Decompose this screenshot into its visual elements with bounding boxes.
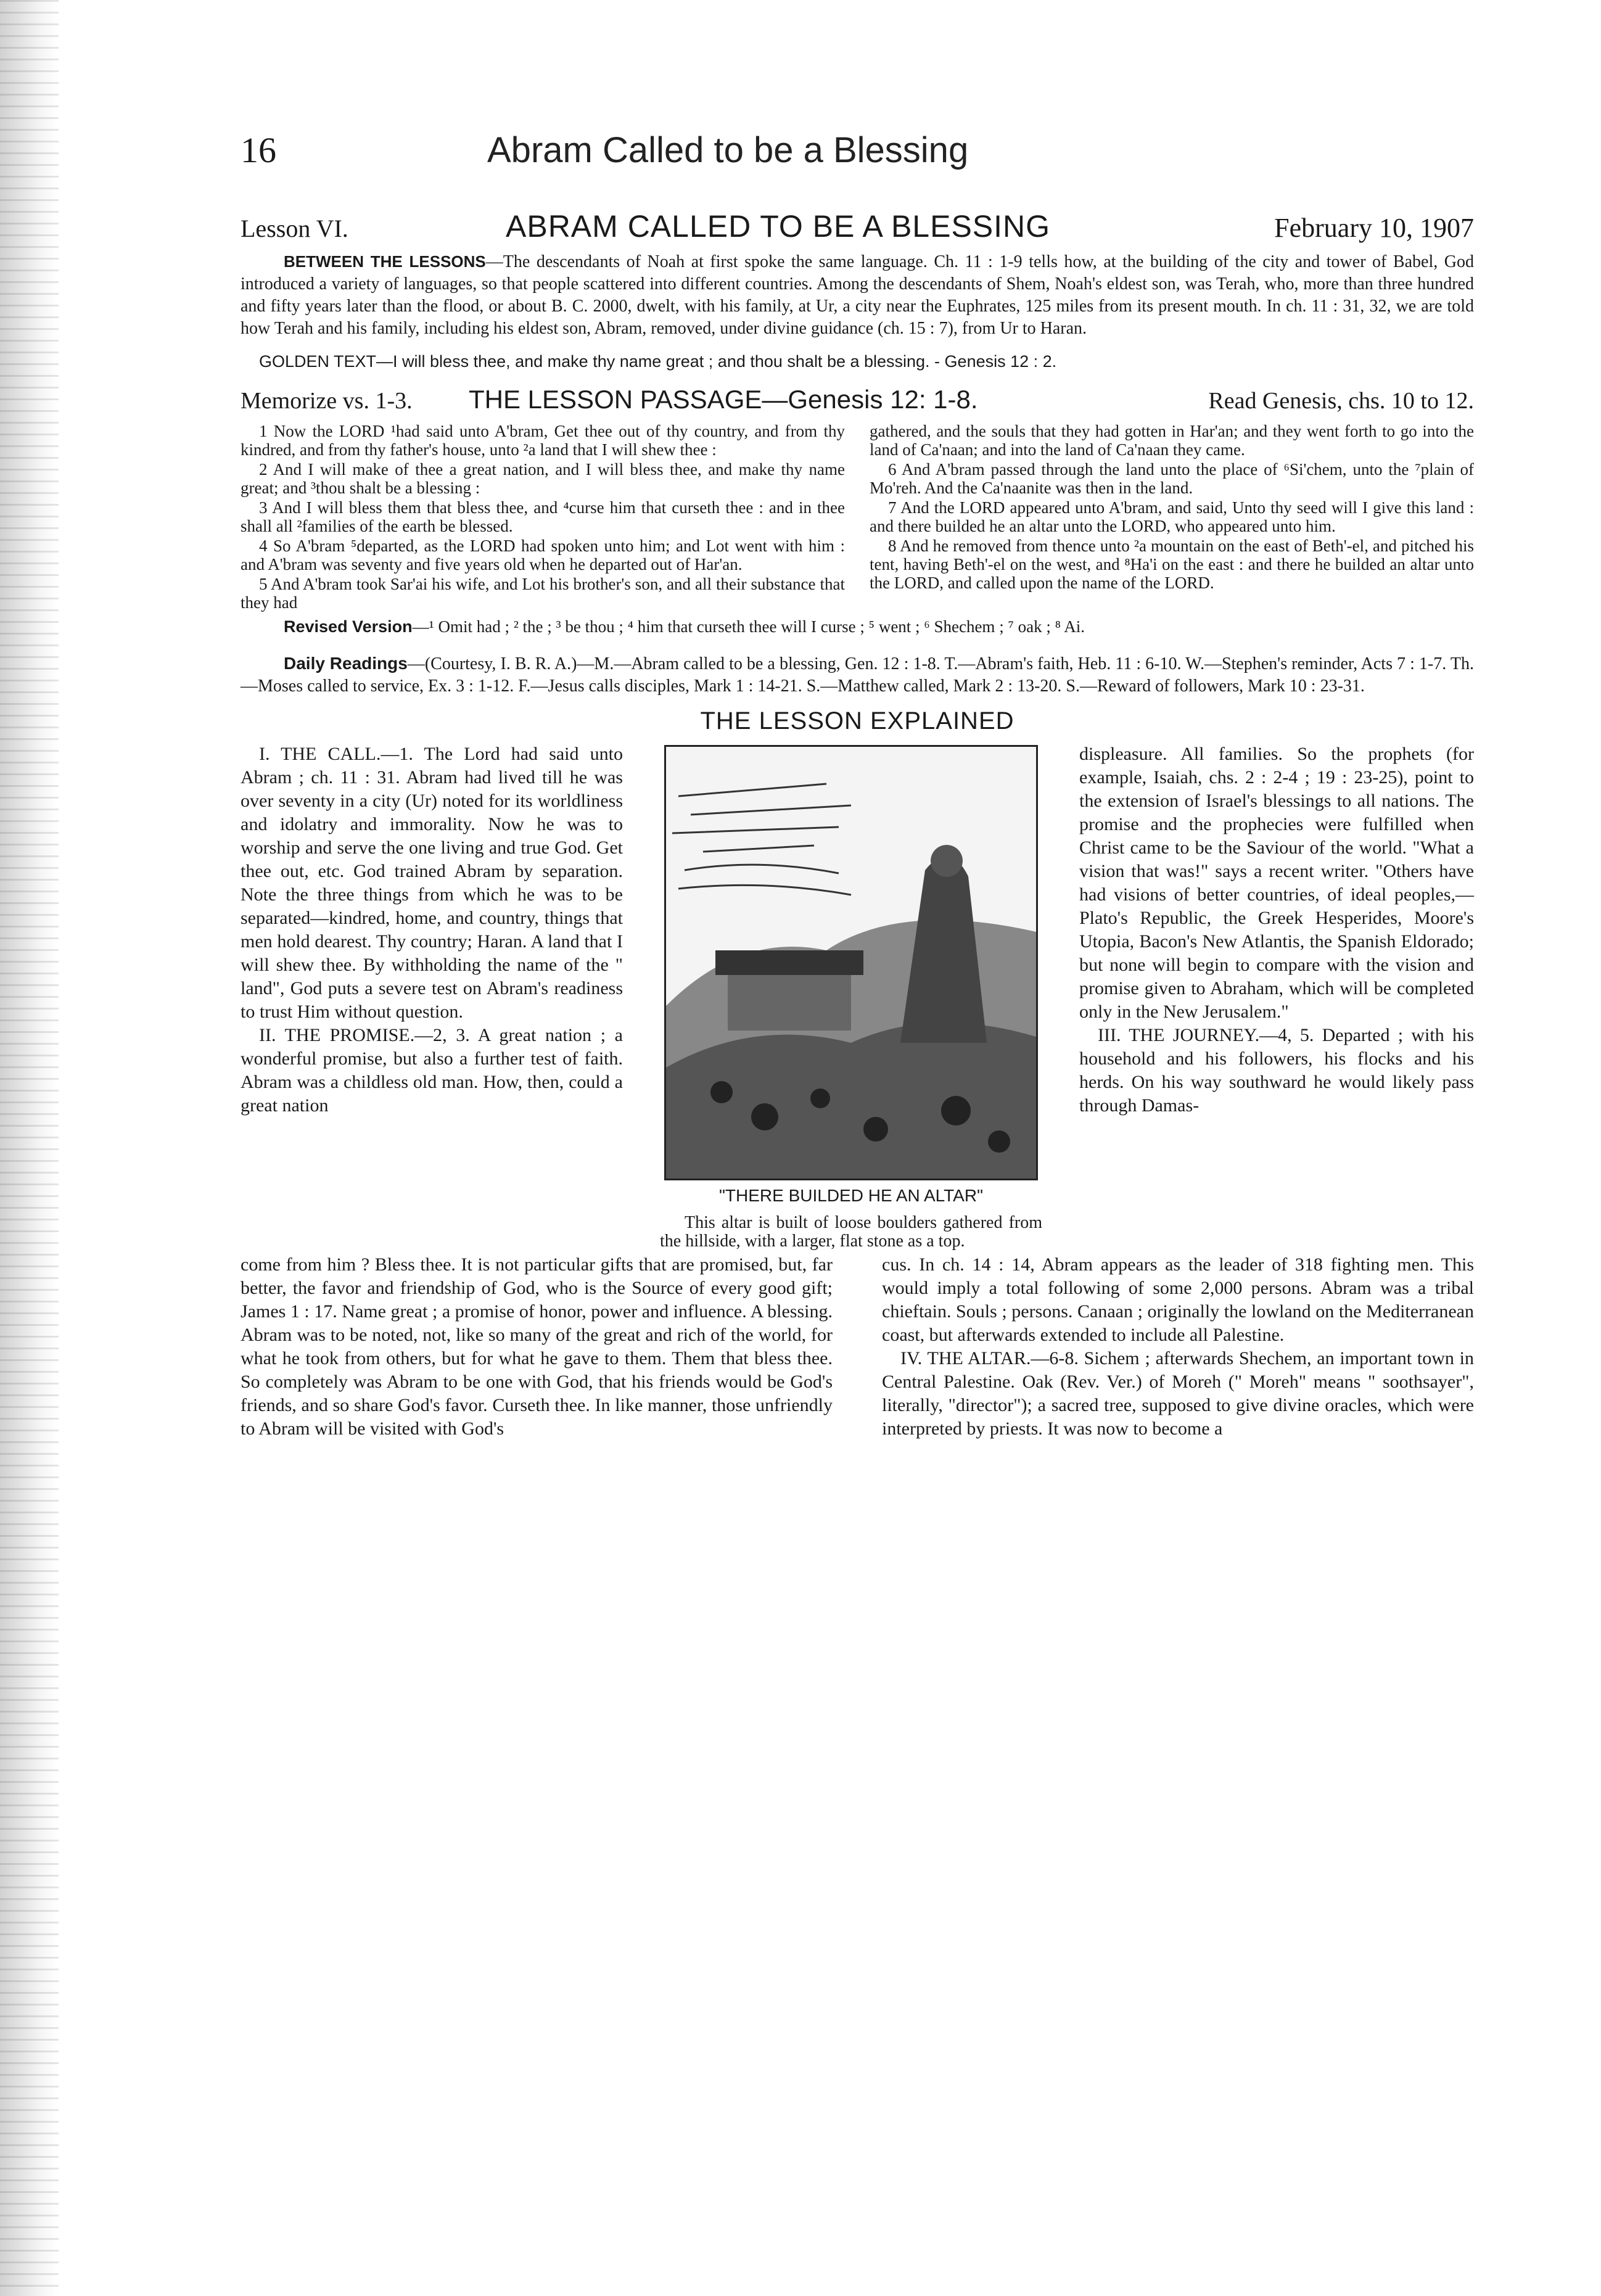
revised-label: Revised Version xyxy=(284,617,413,636)
verse: gathered, and the souls that they had gotten in Har'an; and they went forth to go into the land of Ca'naan; and into the land of Ca'naan they came. xyxy=(870,422,1474,459)
explained-column-1 xyxy=(241,743,623,1251)
explained-title: THE LESSON EXPLAINED xyxy=(700,707,1015,734)
daily-label: Daily Readings xyxy=(284,654,408,673)
verse: 7 And the LORD appeared unto A'bram, and said, Unto thy seed will I give this land : and there builded he an altar unto the LORD, who appeared unto him. xyxy=(870,498,1474,535)
altar-illustration xyxy=(664,745,1038,1180)
revised-text: —¹ Omit had ; ² the ; ³ be thou ; ⁴ him that curseth thee will I curse ; ⁵ went ; ⁶ Shechem ; ⁷ oak ; ⁸ Ai. xyxy=(412,617,1085,636)
read-note: Read Genesis, chs. 10 to 12. xyxy=(1208,388,1474,414)
running-head xyxy=(241,130,1474,185)
lesson-passage xyxy=(241,422,1474,613)
explained-continued xyxy=(241,1253,1474,1441)
lesson-label: Lesson VI. xyxy=(241,215,348,242)
between-the-lessons xyxy=(241,250,1474,340)
verse: 8 And he removed from thence unto ²a mountain on the east of Beth'-el, and pitched his tent, having Beth'-el on the west, and ⁸Ha'i on the east : and there he builded an altar unto the LORD, and called upon the name of the LORD. xyxy=(870,537,1474,592)
paragraph: IV. THE ALTAR.—6-8. Sichem ; afterwards Shechem, an important town in Central Palestine. Oak (Rev. Ver.) of Moreh (" Moreh" means " soothsayer", literally, "director"); a sacred tree, supposed to give divine oracles, which were interpreted by priests. It was now to become a xyxy=(882,1348,1474,1439)
explained-column-bottom-right xyxy=(882,1253,1474,1441)
paragraph: II. THE PROMISE.—2, 3. A great nation ; a wonderful promise, but also a further test of faith. Abram was a childless old man. How, then, could a great nation xyxy=(241,1025,623,1116)
page-number: 16 xyxy=(241,130,276,170)
verse: 1 Now the LORD ¹had said unto A'bram, Get thee out of thy country, and from thy kindred, and from thy father's house, unto ²a land that I will shew thee : xyxy=(241,422,845,459)
passage-column-right xyxy=(870,422,1474,613)
passage-title: THE LESSON PASSAGE—Genesis 12: 1-8. xyxy=(469,385,978,414)
between-label: BETWEEN THE LESSONS xyxy=(284,252,486,271)
paragraph: come from him ? Bless thee. It is not particular gifts that are promised, but, far better, the favor and friendship of God, who is the Source of every good gift; James 1 : 17. Name great ; a promise of honor, power and influence. A blessing. Abram was to be noted, not, like so many of the great and rich of the world, for what he took from others, but for what he gave to them. Them that bless thee. So completely was Abram to be one with God, that his friends would be God's friends, and so share God's favor. Curseth thee. In like manner, those unfriendly to Abram will be visited with God's xyxy=(241,1254,833,1439)
paragraph: I. THE CALL.—1. The Lord had said unto Abram ; ch. 11 : 31. Abram had lived till he was over seventy in a city (Ur) noted for its worldliness and idolatry and immorality. Now he was to worship and serve the one living and true God. Get thee out, etc. God trained Abram by separation. Note the three things from which he was to be separated—kindred, home, and country, things that men hold dearest. Thy country; Haran. A land that I will shew thee. By withholding the name of the " land", God puts a severe test on Abram's readiness to trust Him without question. xyxy=(241,744,623,1022)
passage-column-left xyxy=(241,422,845,613)
verse: 6 And A'bram passed through the land unto the place of ⁶Si'chem, unto the ⁷plain of Mo'reh. And the Ca'naanite was then in the land. xyxy=(870,460,1474,497)
daily-readings xyxy=(241,652,1474,697)
paragraph: III. THE JOURNEY.—4, 5. Departed ; with his household and his followers, his flocks and his herds. On his way southward he would likely pass through Damas- xyxy=(1079,1025,1474,1116)
paragraph: cus. In ch. 14 : 14, Abram appears as the leader of 318 fighting men. This would imply a total following of some 2,000 persons. Abram was a tribal chieftain. Souls ; persons. Canaan ; originally the lowland on the Mediterranean coast, but afterwards extended to include all Palestine. xyxy=(882,1254,1474,1345)
illustration-figure xyxy=(660,743,1042,1251)
memorize-note: Memorize vs. 1-3. xyxy=(241,388,413,414)
verse: 4 So A'bram ⁵departed, as the LORD had spoken unto him; and Lot went with him : and A'bram was seventy and five years old when he departed out of Har'an. xyxy=(241,537,845,574)
explained-column-3 xyxy=(1079,743,1474,1251)
lesson-heading xyxy=(241,208,1474,244)
figure-description: This altar is built of loose boulders gathered from the hillside, with a larger, flat stone as a top. xyxy=(660,1213,1042,1251)
running-title: Abram Called to be a Blessing xyxy=(487,130,969,170)
explained-column-bottom-left xyxy=(241,1253,833,1441)
verse: 5 And A'bram took Sar'ai his wife, and Lot his brother's son, and all their substance that they had xyxy=(241,575,845,612)
figure-caption: "THERE BUILDED HE AN ALTAR" xyxy=(718,1186,984,1205)
golden-text: GOLDEN TEXT—I will bless thee, and make thy name great ; and thou shalt be a blessing. - Genesis 12 : 2. xyxy=(259,352,1057,371)
lesson-title: ABRAM CALLED TO BE A BLESSING xyxy=(506,209,1051,244)
between-text: —The descendants of Noah at first spoke the same language. Ch. 11 : 1-9 tells how, at the building of the city and tower of Babel, God introduced a variety of languages, so that people scattered into different countries. Among the descendants of Shem, Noah's eldest son, was Terah, who, more than three hundred and fifty years later than the flood, or about B. C. 2000, dwelt, with his family, at Ur, a city near the Euphrates, 125 miles from its present mouth. In ch. 11 : 31, 32, we are told how Terah and his family, including his eldest son, Abram, removed, under divine guidance (ch. 15 : 7), from Ur to Haran. xyxy=(241,252,1474,338)
revised-version xyxy=(241,617,1474,636)
verse: 2 And I will make of thee a great nation, and I will bless thee, and make thy name great; and ³thou shalt be a blessing : xyxy=(241,460,845,497)
page xyxy=(241,130,1474,1441)
passage-heading xyxy=(241,385,1474,414)
paragraph: displeasure. All families. So the prophets (for example, Isaiah, chs. 2 : 2-4 ; 19 : 23-25), point to the extension of Israel's blessings to all nations. The promise and the prophecies were fulfilled when Christ came to be the Saviour of the world. "What a vision that was!" says a recent writer. "Others have had visions of better countries, of ideal peoples,— Plato's Republic, the Greek Hesperides, Moore's Utopia, Bacon's New Atlantis, the Spanish Eldorado; but none will begin to compare with the vision and promise given to Abraham, which will be completed only in the New Jerusalem." xyxy=(1079,744,1474,1022)
scan-edge xyxy=(0,0,59,2296)
verse: 3 And I will bless them that bless thee, and ⁴curse him that curseth thee : and in thee shall all ²families of the earth be blessed. xyxy=(241,498,845,535)
lesson-date: February 10, 1907 xyxy=(1274,213,1474,243)
lesson-explained xyxy=(241,743,1474,1251)
daily-text: —(Courtesy, I. B. R. A.)—M.—Abram called to be a blessing, Gen. 12 : 1-8. T.—Abram's faith, Heb. 11 : 6-10. W.—Stephen's reminder, Acts 7 : 1-7. Th.—Moses called to service, Ex. 3 : 1-12. F.—Jesus calls disciples, Mark 1 : 14-21. S.—Matthew called, Mark 2 : 13-20. S.—Reward of followers, Mark 10 : 23-31. xyxy=(241,654,1474,696)
